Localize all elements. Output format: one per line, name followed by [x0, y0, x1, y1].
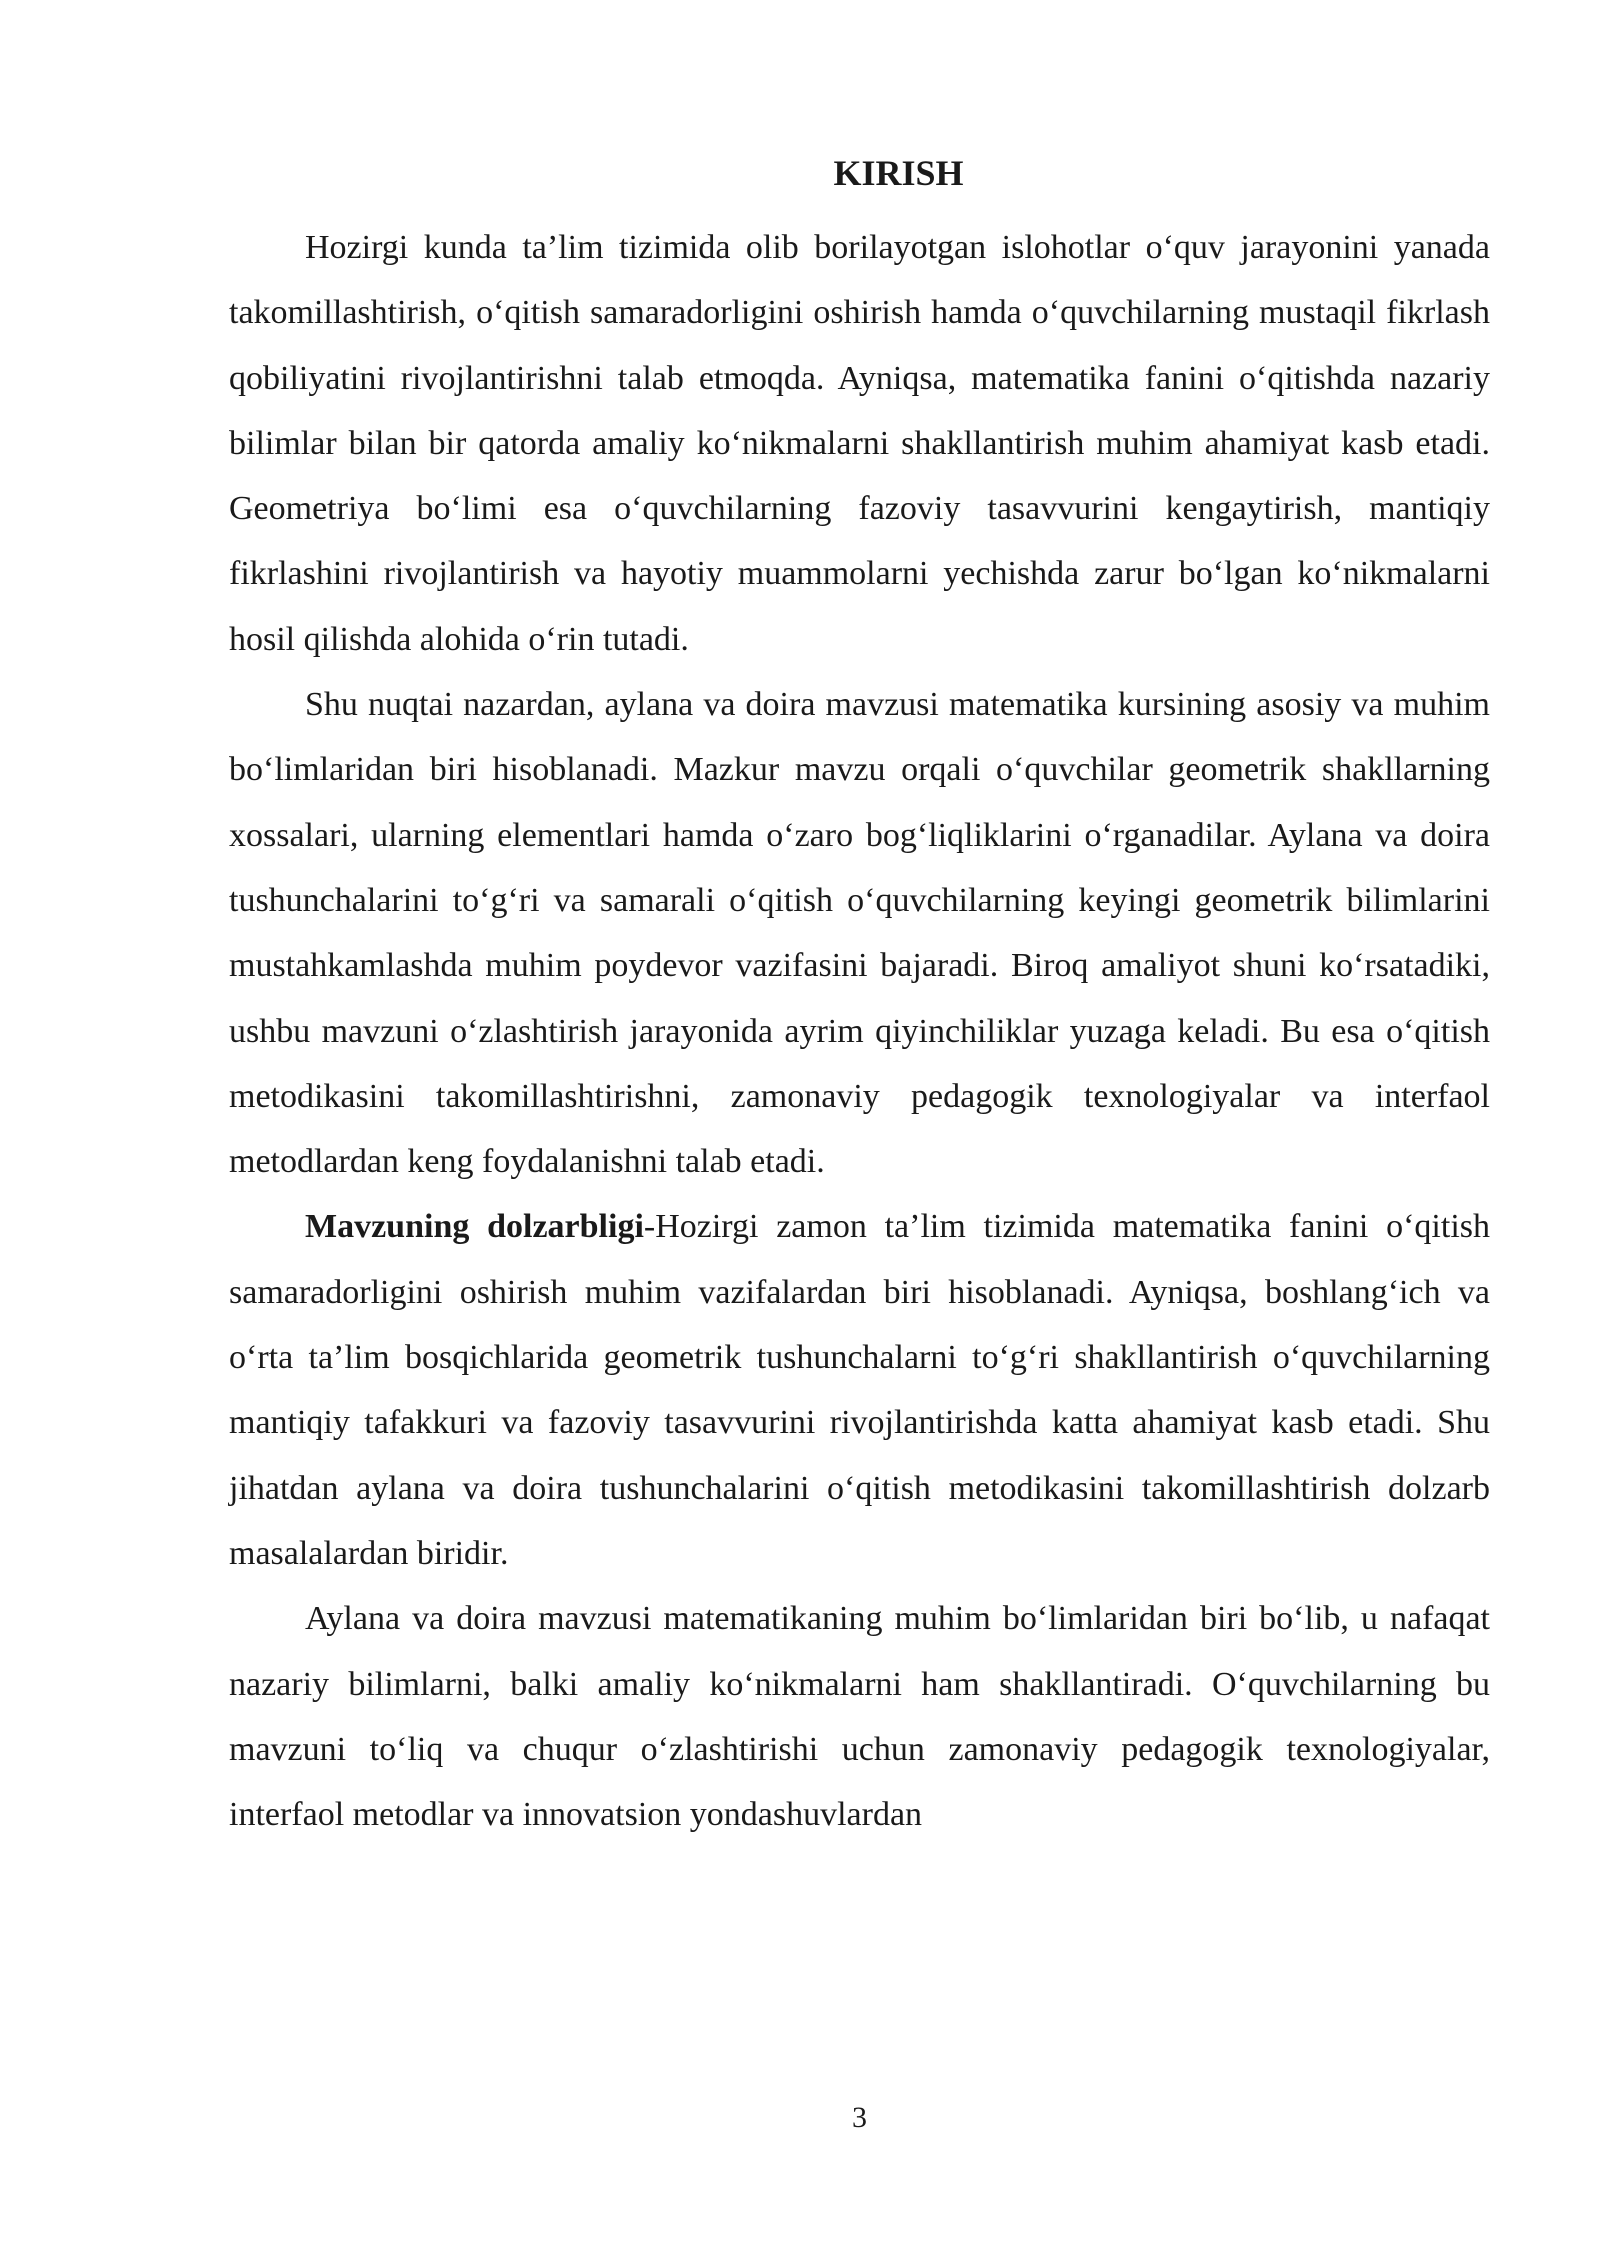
section-heading: KIRISH — [833, 153, 964, 193]
paragraph-4 — [229, 1586, 1490, 1847]
page-number: 3 — [852, 2101, 867, 2134]
paragraph-1 — [229, 215, 1490, 672]
paragraph-2-text: Shu nuqtai nazardan, aylana va doira mavzusi matematika kursining asosiy va muhim bo‘limlaridan biri hisoblanadi. Mazkur mavzu orqali o‘quvchilar geometrik shakllarning xossalari, ularning elementlari hamda o‘zaro bog‘liqliklarini o‘rganadilar. Aylana va doira tushunchalarini to‘g‘ri va samarali o‘qitish o‘quvchilarning keyingi geometrik bilimlarini mustahkamlashda muhim poydevor vazifasini bajaradi. Biroq amaliyot shuni ko‘rsatadiki, ushbu mavzuni o‘zlashtirish jarayonida ayrim qiyinchiliklar yuzaga keladi. Bu esa o‘qitish metodikasini takomillashtirishni, zamonaviy pedagogik texnologiyalar va interfaol metodlardan keng foydalanishni talab etadi. — [229, 686, 1490, 1181]
paragraph-3-lead: Mavzuning dolzarbligi — [305, 1208, 644, 1246]
paragraph-1-text: Hozirgi kunda ta’lim tizimida olib borilayotgan islohotlar o‘quv jarayonini yanada takomillashtirish, o‘qitish samaradorligini oshirish hamda o‘quvchilarning mustaqil fikrlash qobiliyatini rivojlantirishni talab etmoqda. Ayniqsa, matematika fanini o‘qitishda nazariy bilimlar bilan bir qatorda amaliy ko‘nikmalarni shakllantirish muhim ahamiyat kasb etadi. Geometriya bo‘limi esa o‘quvchilarning fazoviy tasavvurini kengaytirish, mantiqiy fikrlashini rivojlantirish va hayotiy muammolarni yechishda zarur bo‘lgan ko‘nikmalarni hosil qilishda alohida o‘rin tutadi. — [229, 229, 1490, 658]
body-text — [229, 215, 1490, 1847]
paragraph-4-text: Aylana va doira mavzusi matematikaning muhim bo‘limlaridan biri bo‘lib, u nafaqat nazariy bilimlarni, balki amaliy ko‘nikmalarni ham shakllantiradi. O‘quvchilarning bu mavzuni to‘liq va chuqur o‘zlashtirishi uchun zamonaviy pedagogik texnologiyalar, interfaol metodlar va innovatsion yondashuvlardan — [229, 1600, 1490, 1834]
paragraph-3-text: -Hozirgi zamon ta’lim tizimida matematika fanini o‘qitish samaradorligini oshirish muhim vazifalardan biri hisoblanadi. Ayniqsa, boshlang‘ich va o‘rta ta’lim bosqichlarida geometrik tushunchalarni to‘g‘ri shakllantirish o‘quvchilarning mantiqiy tafakkuri va fazoviy tasavvurini rivojlantirishda katta ahamiyat kasb etadi. Shu jihatdan aylana va doira tushunchalarini o‘qitish metodikasini takomillashtirish dolzarb masalalardan biridir. — [229, 1208, 1490, 1572]
paragraph-2 — [229, 672, 1490, 1194]
paragraph-3 — [229, 1194, 1490, 1586]
